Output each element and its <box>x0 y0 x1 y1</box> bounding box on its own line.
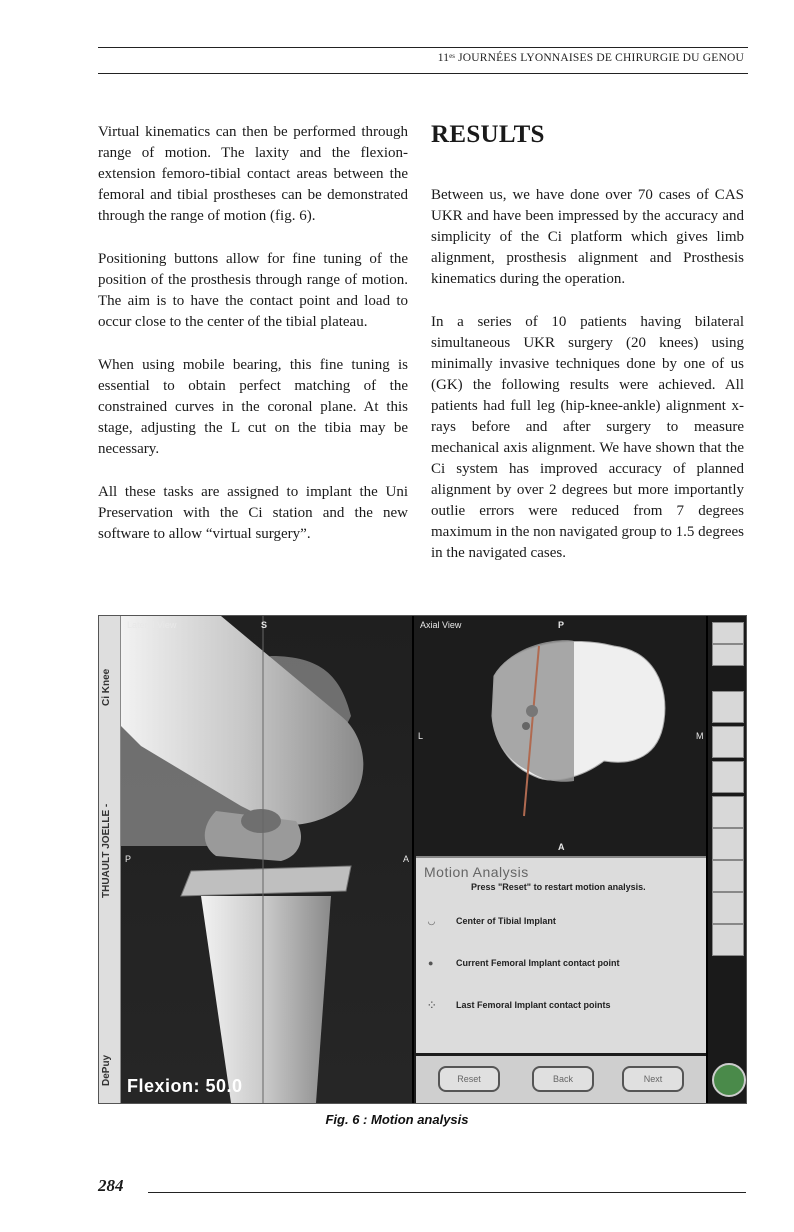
left-column <box>98 122 408 567</box>
paragraph: Positioning buttons allow for fine tuning of the position of the prosthesis through range of motion. The aim is to have the contact point and load to occur close to the center of the tibial plateau. <box>98 251 408 330</box>
paragraph: Virtual kinematics can then be performed through range of motion. The laxity and the flexion-extension femoro-tibial contact areas between the femoral and tibial prostheses can be demonstrated through the range of motion (fig. 6). <box>98 124 408 224</box>
right-column <box>431 122 744 586</box>
motion-analysis-dialog <box>416 856 706 1053</box>
orientation-label-p: P <box>125 854 132 864</box>
tool-button-2[interactable] <box>712 644 744 666</box>
figure-caption: Fig. 6 : Motion analysis <box>325 1112 469 1127</box>
footer-rule <box>148 1192 746 1193</box>
lateral-view-title: Lateral View <box>127 620 177 630</box>
sidebar-app-name: Ci Knee <box>101 668 112 706</box>
power-icon[interactable] <box>712 1063 746 1097</box>
orientation-label-l: L <box>418 731 424 741</box>
tool-button-7[interactable] <box>712 828 744 860</box>
sidebar-brand: DePuy <box>101 1054 112 1086</box>
last-contacts-icon: ⁘ <box>428 1000 436 1010</box>
header-bottom-rule <box>98 73 748 74</box>
back-button[interactable]: Back <box>532 1066 594 1092</box>
orientation-label-m: M <box>696 731 704 741</box>
paragraph: When using mobile bearing, this fine tuning is essential to obtain perfect matching of the constrained curves in the coronal plane. At this stage, adjusting the L cut on the tibia may be necessary. <box>98 357 408 457</box>
reset-button[interactable]: Reset <box>438 1066 500 1092</box>
paragraph: In a series of 10 patients having bilateral simultaneous UKR surgery (20 knees) using minimally invasive techniques done by one of us (GK) the following results were achieved. All patients had full leg (hip-knee-ankle) alignment x-rays before and after surgery to measure mechanical axis alignment. We have shown that the Ci system has improved accuracy of planned alignment by over 2 degrees but more importantly outlie errors were reduced from 7 degrees maximum in the non navigated group to 1.5 degrees in the navigated cases. <box>431 314 744 561</box>
tool-button-8[interactable] <box>712 860 744 892</box>
motion-analysis-title: Motion Analysis <box>424 864 529 880</box>
paragraph: All these tasks are assigned to implant the Uni Preservation with the Ci station and the new software to allow “virtual surgery”. <box>98 484 408 542</box>
paragraph: Between us, we have done over 70 cases of CAS UKR and have been impressed by the accuracy and simplicity of the Ci platform which gives limb alignment, prosthesis alignment and Prosthesis kinematics during the operation. <box>431 187 744 287</box>
flexion-readout: Flexion: 50.0 <box>127 1076 243 1096</box>
tool-button-3[interactable] <box>712 691 744 723</box>
legend-row-tibial-center <box>428 916 556 927</box>
tibial-center-icon: ◡ <box>428 916 435 926</box>
orientation-label-a: A <box>403 854 410 864</box>
next-button[interactable]: Next <box>622 1066 684 1092</box>
orientation-label-a-axial: A <box>558 842 565 852</box>
running-header: 11ᵉˢ JOURNÉES LYONNAISES DE CHIRURGIE DU GENOU <box>437 52 744 64</box>
page-number: 284 <box>98 1176 124 1195</box>
legend-label: Last Femoral Implant contact points <box>456 1000 611 1010</box>
legend-row-last-contacts <box>428 1000 611 1011</box>
magnify-icon[interactable] <box>712 726 744 758</box>
tool-button-9[interactable] <box>712 892 744 924</box>
figure-button-row <box>416 1056 706 1103</box>
figure-sidebar <box>99 616 121 1103</box>
tool-sidebar <box>708 616 746 1103</box>
current-contact-icon: ● <box>428 958 434 968</box>
section-heading: RESULTS <box>431 121 545 148</box>
legend-label: Current Femoral Implant contact point <box>456 958 620 968</box>
knee-lateral-render <box>121 616 412 1103</box>
orientation-label-s: S <box>261 620 268 630</box>
motion-instruction: Press "Reset" to restart motion analysis. <box>471 882 646 892</box>
sidebar-patient-name: THUAULT JOELLE - <box>101 803 112 898</box>
tibia-axial-render <box>414 616 706 856</box>
lateral-view-panel <box>121 616 412 1103</box>
tool-button-1[interactable] <box>712 622 744 644</box>
tool-button-6[interactable] <box>712 796 744 828</box>
calendar-icon[interactable] <box>712 924 744 956</box>
axial-view-title: Axial View <box>420 620 462 630</box>
legend-row-current-contact <box>428 958 620 968</box>
header-top-rule <box>98 47 748 48</box>
legend-label: Center of Tibial Implant <box>456 916 556 926</box>
figure-motion-analysis <box>98 615 747 1104</box>
zoom-icon[interactable] <box>712 761 744 793</box>
orientation-label-p-axial: P <box>558 620 565 630</box>
